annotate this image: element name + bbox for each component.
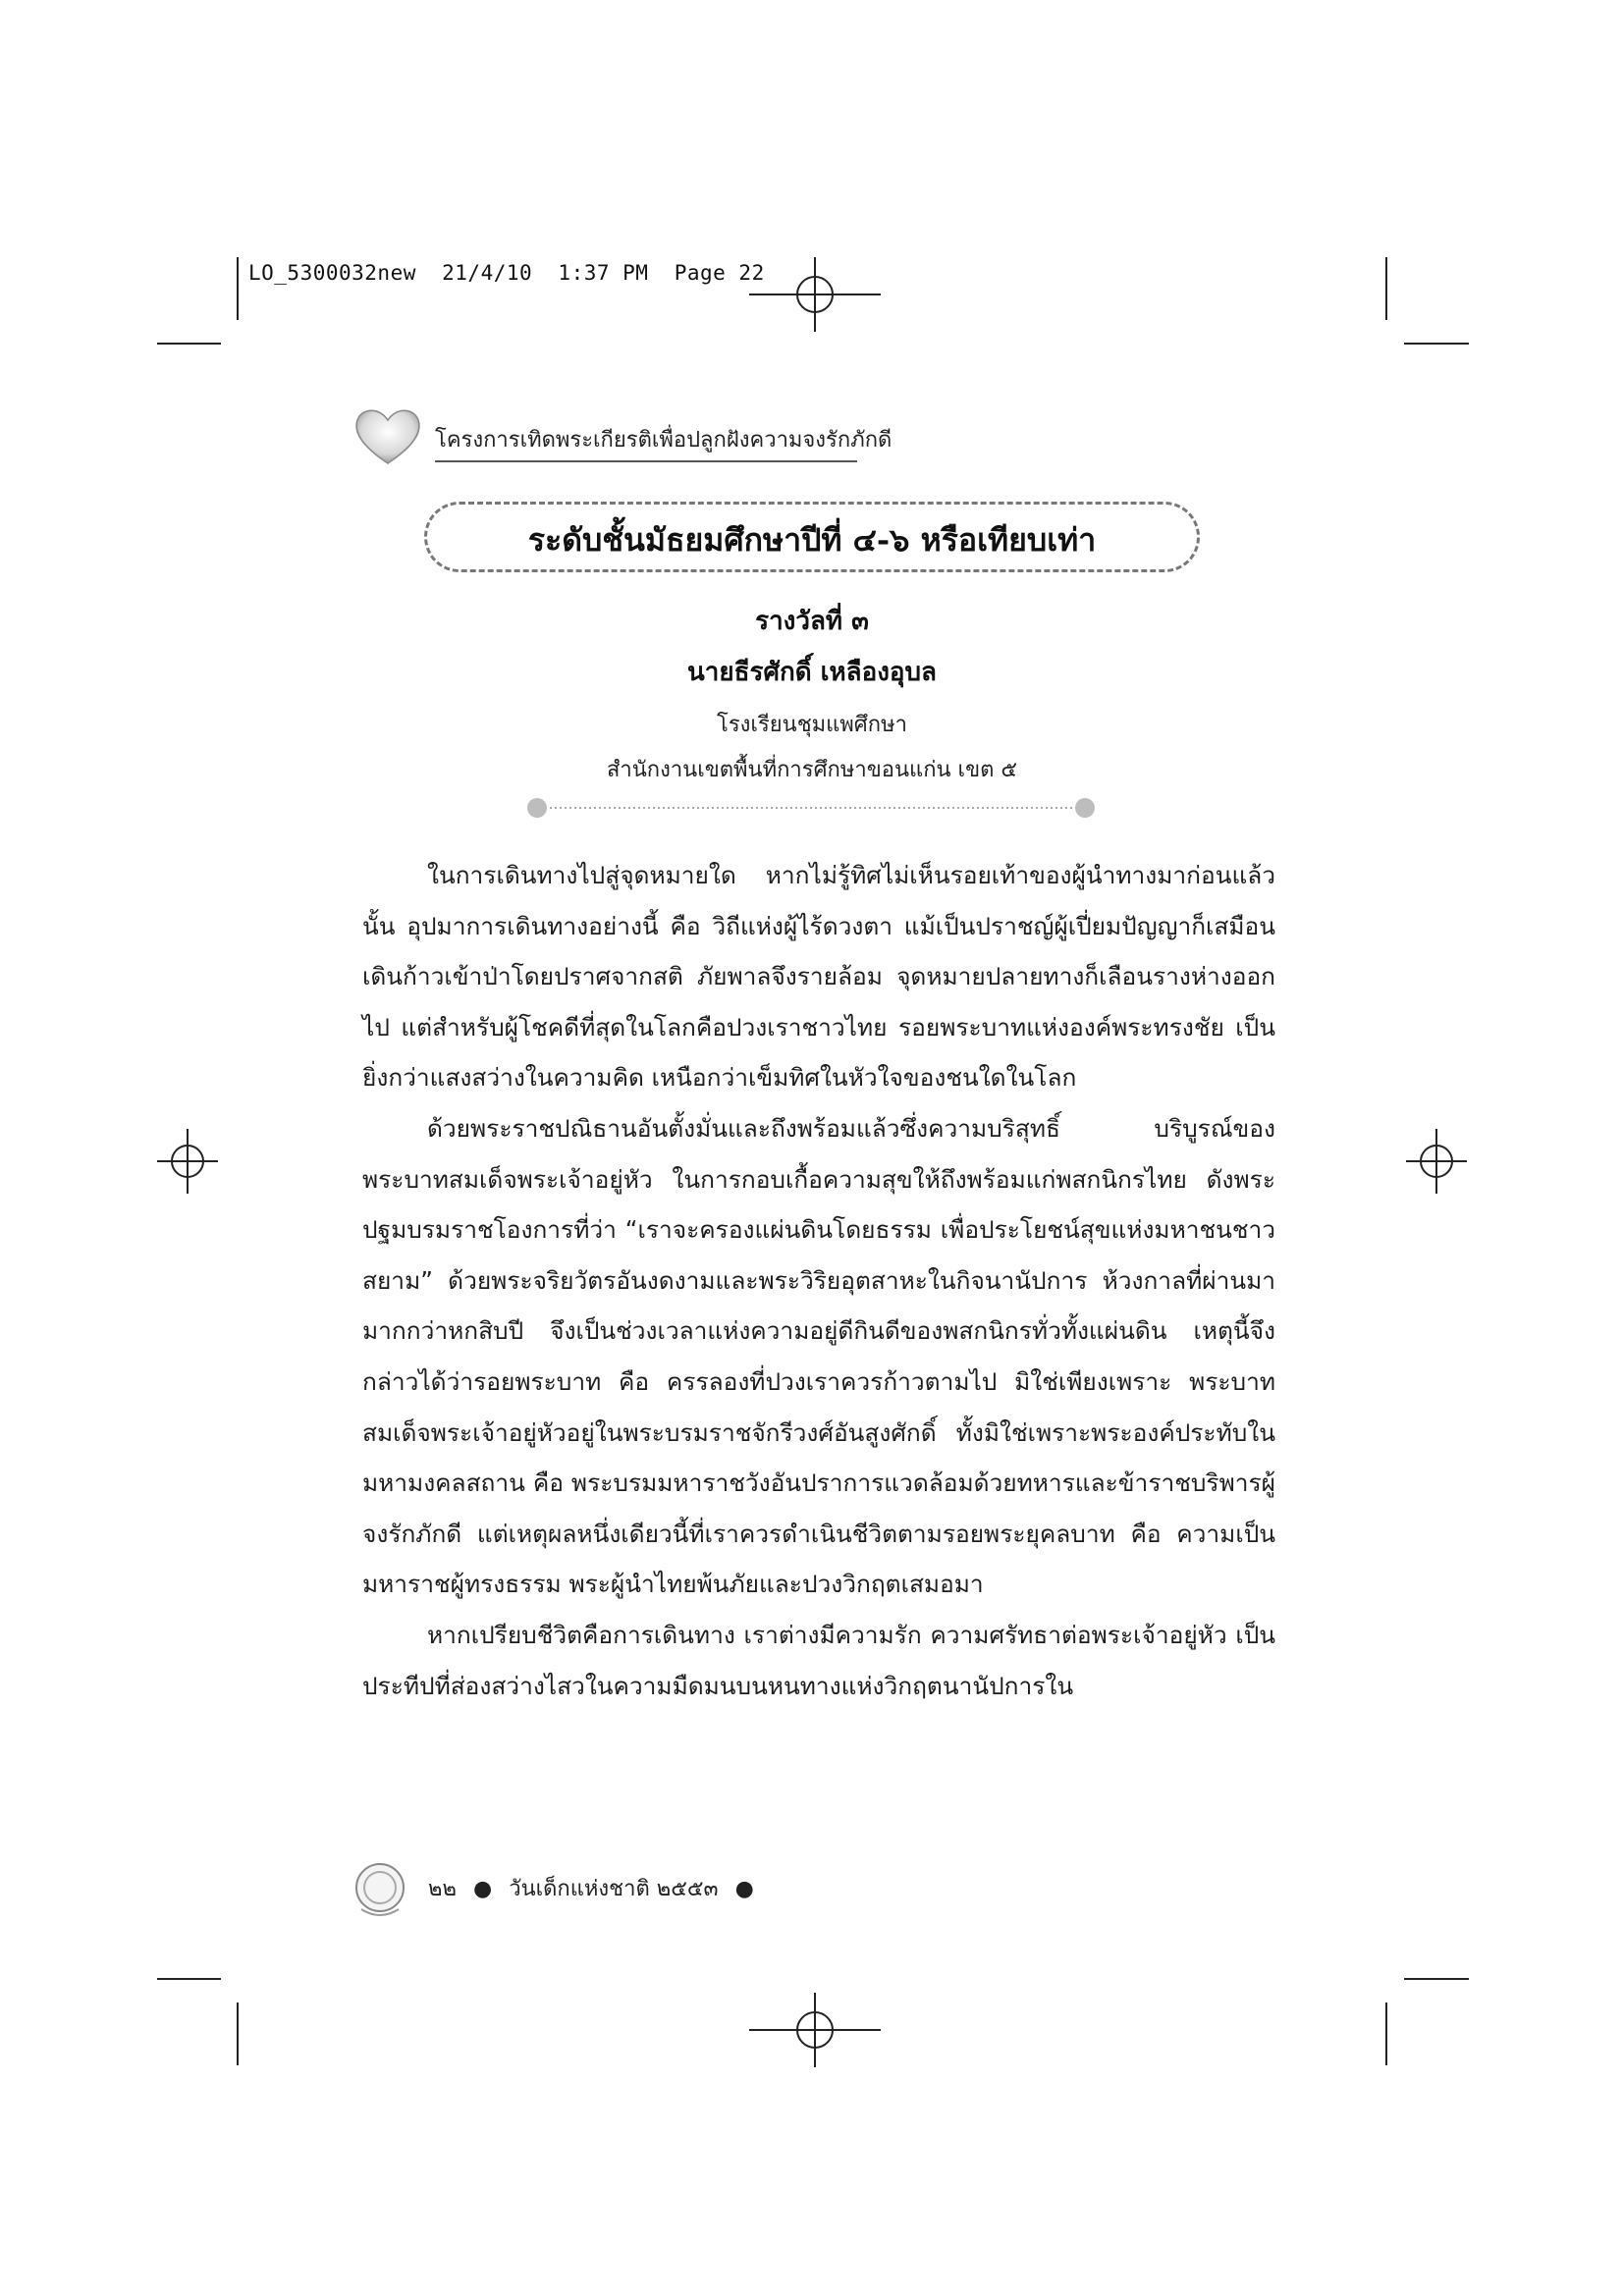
page-number: ๒๒ xyxy=(428,1877,458,1901)
education-office: สำนักงานเขตพื้นที่การศึกษาขอนแก่น เขต ๕ xyxy=(606,758,1018,782)
page-footer xyxy=(428,1871,764,1905)
printer-slug: LO_5300032new 21/4/10 1:37 PM Page 22 xyxy=(248,261,765,285)
heart-icon xyxy=(352,404,424,467)
essay-paragraph: ด้วยพระราชปณิธานอันตั้งมั่นและถึงพร้อมแล้วซึ่งความบริสุทธิ์ บริบูรณ์ของพระบาทสมเด็จพระเจ้าอยู่หัว ในการกอบเกื้อความสุขให้ถึงพร้อมแก่พสกนิกรไทย ดังพระปฐมบรมราชโองการที่ว่า “เราจะครองแผ่นดินโดยธรรม เพื่อประโยชน์สุขแห่งมหาชนชาวสยาม” ด้วยพระจริยวัตรอันงดงามและพระวิริยอุตสาหะในกิจนานัปการ ห้วงกาลที่ผ่านมามากกว่าหกสิบปี จึงเป็นช่วงเวลาแห่งความอยู่ดีกินดีของพสกนิกรทั่วทั้งแผ่นดิน เหตุนี้จึงกล่าวได้ว่ารอยพระบาท คือ ครรลองที่ปวงเราควรก้าวตามไป มิใช่เพียงเพราะ พระบาทสมเด็จพระเจ้าอยู่หัวอยู่ในพระบรมราชจักรีวงศ์อันสูงศักดิ์ ทั้งมิใช่เพราะพระองค์ประทับในมหามงคลสถาน คือ พระบรมมหาราชวังอันปราการแวดล้อมด้วยทหารและข้าราชบริพารผู้จงรักภักดี แต่เหตุผลหนึ่งเดียวนี้ที่เราควรดำเนินชีวิตตามรอยพระยุคลบาท คือ ความเป็นมหาราชผู้ทรงธรรม พระผู้นำไทยพ้นภัยและปวงวิกฤตเสมอมา xyxy=(362,1113,1275,1599)
header-title: โครงการเทิดพระเกียรติเพื่อปลูกฝังความจงรักภักดี xyxy=(435,428,893,453)
dotted-divider xyxy=(526,797,1096,819)
winner-name: นายธีรศักดิ์ เหลืองอุบล xyxy=(687,658,937,687)
bullet-icon: ● xyxy=(473,1877,493,1901)
bullet-icon: ● xyxy=(734,1877,754,1901)
essay-paragraph: หากเปรียบชีวิตคือการเดินทาง เราต่างมีความรัก ความศรัทธาต่อพระเจ้าอยู่หัว เป็นประทีปที่ส่องสว่างไสวในความมืดมนบนหนทางแห่งวิกฤตนานัปการใน xyxy=(362,1620,1275,1700)
children-day-logo-icon xyxy=(352,1860,408,1921)
winner-school: โรงเรียนชุมแพศึกษา xyxy=(717,713,907,737)
essay-paragraph: ในการเดินทางไปสู่จุดหมายใด หากไม่รู้ทิศไม่เห็นรอยเท้าของผู้นำทางมาก่อนแล้วนั้น อุปมาการเดินทางอย่างนี้ คือ วิถีแห่งผู้ไร้ดวงตา แม้เป็นปราชญ์ผู้เปี่ยมปัญญาก็เสมือนเดินก้าวเข้าป่าโดยปราศจากสติ ภัยพาลจึงรายล้อม จุดหมายปลายทางก็เลือนรางห่างออกไป แต่สำหรับผู้โชคดีที่สุดในโลกคือปวงเราชาวไทย รอยพระบาทแห่งองค์พระทรงชัย เป็นยิ่งกว่าแสงสว่างในความคิด เหนือกว่าเข็มทิศในหัวใจของชนใดในโลก xyxy=(362,861,1275,1093)
level-banner-text: ระดับชั้นมัธยมศึกษาปีที่ ๔-๖ หรือเทียบเท่า xyxy=(527,521,1097,559)
footer-caption: วันเด็กแห่งชาติ ๒๕๕๓ xyxy=(509,1877,719,1901)
award-title: รางวัลที่ ๓ xyxy=(755,607,869,636)
header-underline xyxy=(435,460,857,462)
essay-body xyxy=(362,850,1275,1711)
